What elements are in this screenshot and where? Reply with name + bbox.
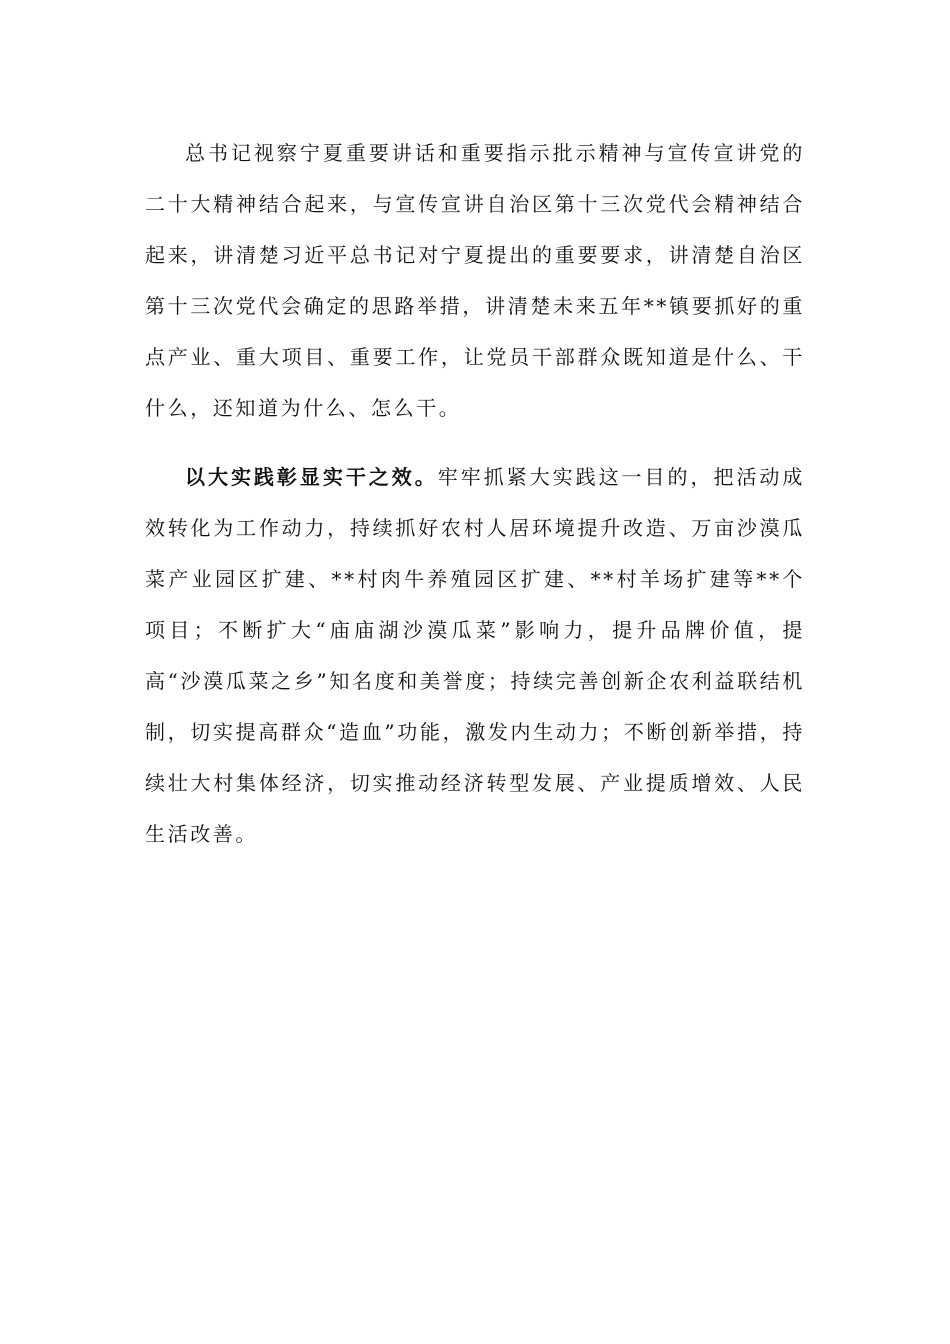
paragraph-2-text: 牢牢抓紧大实践这一目的，把活动成效转化为工作动力，持续抓好农村人居环境提升改造、万亩沙漠瓜菜产业园区扩建、**村肉牛养殖园区扩建、**村羊场扩建等**个项目；不断扩大“庙庙湖沙漠瓜菜”影响力，提升品牌价值，提高“沙漠瓜菜之乡”知名度和美誉度；持续完善创新企农利益联结机制，切实提高群众“造血”功能，激发内生动力；不断创新举措，持续壮大村集体经济，切实推动经济转型发展、产业提质增效、人民生活改善。	[145, 465, 805, 846]
paragraph-2	[145, 452, 805, 860]
paragraph-1	[145, 128, 805, 434]
paragraph-1-text: 总书记视察宁夏重要讲话和重要指示批示精神与宣传宣讲党的二十大精神结合起来，与宣传宣讲自治区第十三次党代会精神结合起来，讲清楚习近平总书记对宁夏提出的重要要求，讲清楚自治区第十三次党代会确定的思路举措，讲清楚未来五年**镇要抓好的重点产业、重大项目、重要工作，让党员干部群众既知道是什么、干什么，还知道为什么、怎么干。	[145, 141, 805, 420]
document-page	[145, 128, 805, 878]
paragraph-2-heading: 以大实践彰显实干之效。	[185, 465, 438, 489]
